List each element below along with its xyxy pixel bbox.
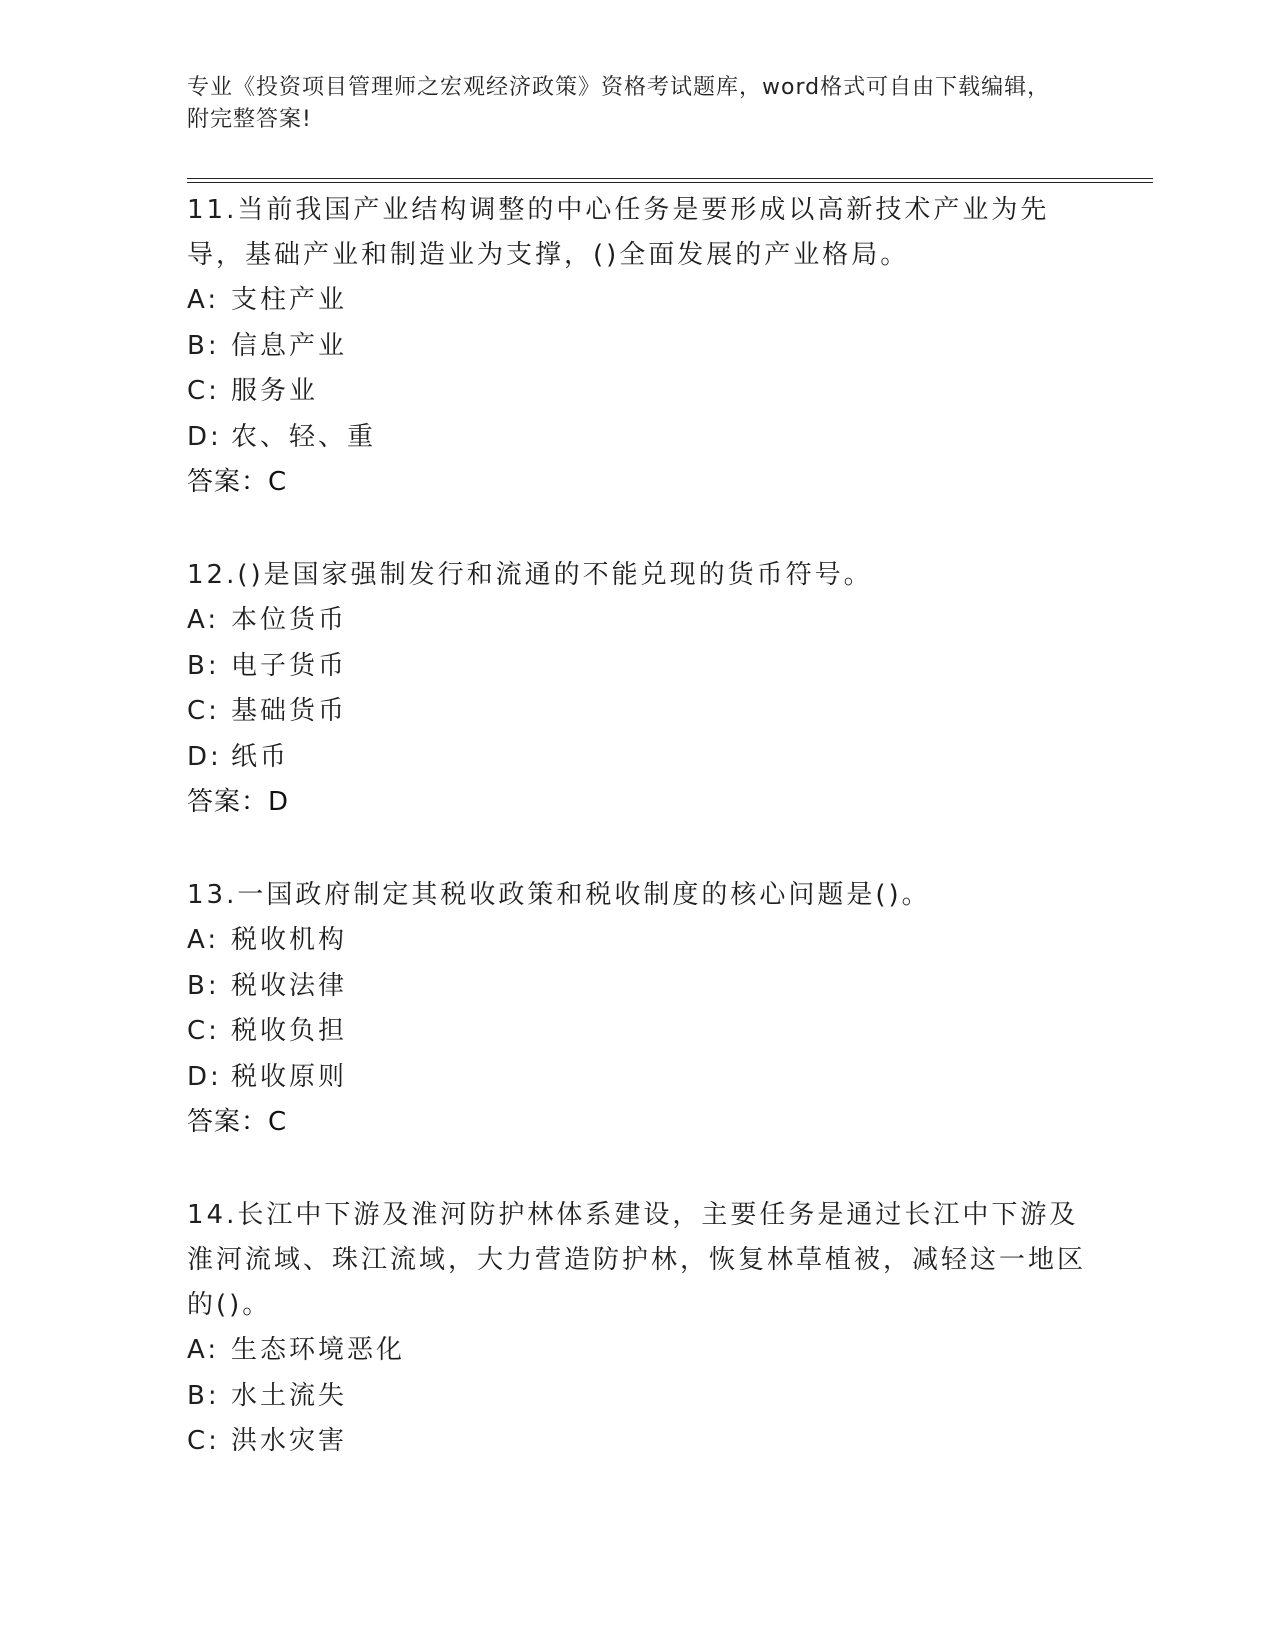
option-text: 洪水灾害	[231, 1426, 348, 1456]
option-text: 税收负担	[231, 1016, 348, 1046]
option-key: B:	[187, 650, 220, 681]
question-13	[187, 873, 1087, 1145]
option-key: C:	[187, 1016, 220, 1046]
option-a	[187, 598, 1087, 644]
header-divider-bottom	[187, 182, 1153, 183]
question-11	[187, 188, 1087, 505]
option-c	[187, 1419, 1087, 1465]
option-d	[187, 1055, 1087, 1101]
document-header: 专业《投资项目管理师之宏观经济政策》资格考试题库，word格式可自由下载编辑，附完整答案!	[187, 75, 1051, 132]
option-c	[187, 1009, 1087, 1055]
question-stem: 13.一国政府制定其税收政策和税收制度的核心问题是()。	[187, 880, 931, 910]
option-text: 支柱产业	[231, 285, 348, 315]
option-d	[187, 735, 1087, 781]
option-d	[187, 415, 1087, 461]
option-c	[187, 369, 1087, 415]
option-text: 纸币	[231, 741, 290, 772]
option-a	[187, 1328, 1087, 1374]
option-a	[187, 918, 1087, 964]
option-text: 农、轻、重	[231, 421, 377, 452]
option-key: B:	[187, 330, 220, 361]
option-text: 服务业	[231, 376, 319, 406]
question-stem: 14.长江中下游及淮河防护林体系建设，主要任务是通过长江中下游及淮河流域、珠江流域，大力营造防护林，恢复林草植被，减轻这一地区的()。	[187, 1200, 1087, 1320]
header-divider-top	[187, 178, 1153, 179]
option-a	[187, 278, 1087, 324]
option-key: A:	[187, 925, 220, 955]
option-text: 基础货币	[231, 696, 348, 726]
option-text: 税收机构	[231, 925, 348, 955]
option-key: B:	[187, 1380, 220, 1411]
option-key: C:	[187, 1426, 220, 1456]
option-b	[187, 964, 1087, 1010]
answer-line: 答案：D	[187, 787, 290, 817]
option-b	[187, 644, 1087, 690]
option-key: D:	[187, 421, 222, 452]
option-key: B:	[187, 970, 220, 1001]
question-12	[187, 553, 1087, 825]
option-text: 税收原则	[231, 1061, 348, 1092]
option-key: A:	[187, 1335, 220, 1365]
question-14	[187, 1193, 1087, 1465]
option-text: 电子货币	[231, 650, 348, 681]
option-key: C:	[187, 376, 220, 406]
option-key: A:	[187, 605, 220, 635]
option-b	[187, 1374, 1087, 1420]
option-key: D:	[187, 1061, 222, 1092]
option-text: 水土流失	[231, 1380, 348, 1411]
question-stem: 12.()是国家强制发行和流通的不能兑现的货币符号。	[187, 560, 873, 590]
answer-line: 答案：C	[187, 467, 288, 497]
option-c	[187, 689, 1087, 735]
option-text: 本位货币	[231, 605, 348, 635]
answer-line: 答案：C	[187, 1107, 288, 1137]
option-key: A:	[187, 285, 220, 315]
option-key: C:	[187, 696, 220, 726]
option-key: D:	[187, 741, 222, 772]
option-text: 信息产业	[231, 330, 348, 361]
option-text: 税收法律	[231, 970, 348, 1001]
option-text: 生态环境恶化	[231, 1335, 406, 1365]
question-stem: 11.当前我国产业结构调整的中心任务是要形成以高新技术产业为先导，基础产业和制造业为支撑，()全面发展的产业格局。	[187, 195, 1050, 270]
option-b	[187, 324, 1087, 370]
